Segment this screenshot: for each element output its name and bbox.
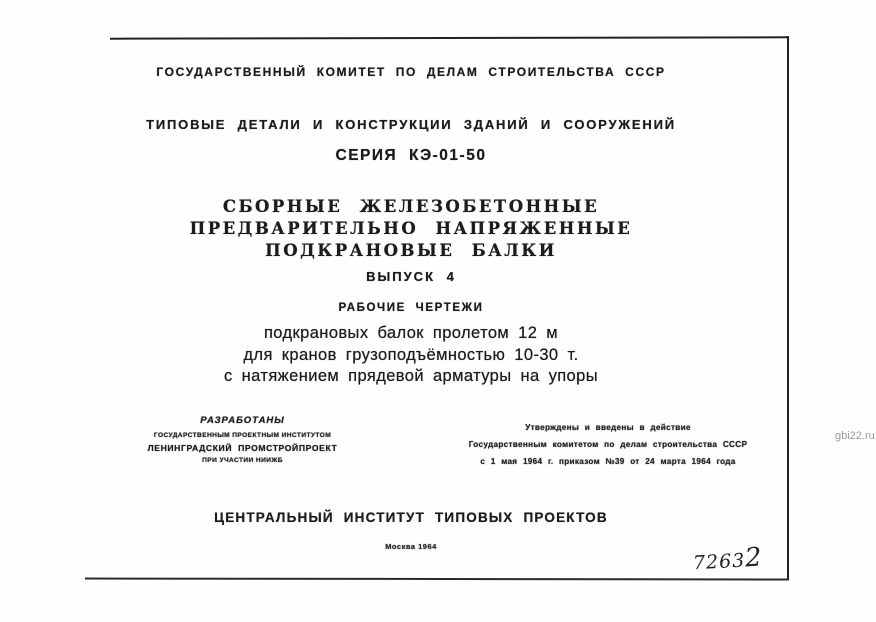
publisher-name: ЦЕНТРАЛЬНЫЙ ИНСТИТУТ ТИПОВЫХ ПРОЕКТОВ xyxy=(214,510,608,525)
approval-line-1: Утверждены и введены в действие xyxy=(525,423,691,432)
series-title: ТИПОВЫЕ ДЕТАЛИ И КОНСТРУКЦИИ ЗДАНИЙ И СООРУЖЕНИЙ xyxy=(146,117,676,132)
document-title-line-3: ПОДКРАНОВЫЕ БАЛКИ xyxy=(265,241,557,260)
approval-block xyxy=(448,419,768,470)
approval-line-3: с 1 мая 1964 г. приказом №39 от 24 марта 1964 года xyxy=(480,457,736,466)
imprint-city-year: Москва 1964 xyxy=(385,542,437,551)
document-title-line-2: ПРЕДВАРИТЕЛЬНО НАПРЯЖЕННЫЕ xyxy=(189,219,633,238)
approval-line-2: Государственным комитетом по делам строительства СССР xyxy=(468,440,748,449)
issue-number: ВЫПУСК 4 xyxy=(366,269,456,284)
handwritten-sheet-number: 2 xyxy=(743,542,763,574)
document-title xyxy=(0,196,822,262)
handwritten-document-number: 7263 xyxy=(692,549,746,575)
series-code: СЕРИЯ КЭ-01-50 xyxy=(335,147,487,164)
developed-by-participation: ПРИ УЧАСТИИ НИИЖБ xyxy=(202,457,283,464)
subtitle-line-2: для кранов грузоподъёмностью 10-30 т. xyxy=(243,345,579,364)
developed-by-organization: ЛЕНИНГРАДСКИЙ ПРОМСТРОЙПРОЕКТ xyxy=(147,443,338,453)
subtitle-description xyxy=(0,323,822,388)
developed-by-heading: РАЗРАБОТАНЫ xyxy=(200,415,285,426)
committee-header: ГОСУДАРСТВЕННЫЙ КОМИТЕТ ПО ДЕЛАМ СТРОИТЕЛЬСТВА СССР xyxy=(156,65,666,79)
developed-by-block xyxy=(115,415,370,468)
working-drawings-heading: РАБОЧИЕ ЧЕРТЕЖИ xyxy=(338,302,484,314)
subtitle-line-1: подкрановых балок пролетом 12 м xyxy=(263,324,559,342)
subtitle-line-3: с натяжением прядевой арматуры на упоры xyxy=(224,367,598,385)
developed-by-institute: ГОСУДАРСТВЕННЫМ ПРОЕКТНЫМ ИНСТИТУТОМ xyxy=(153,432,332,439)
page-border-bottom xyxy=(85,578,789,581)
document-title-line-1: СБОРНЫЕ ЖЕЛЕЗОБЕТОННЫЕ xyxy=(222,197,600,216)
site-watermark: gbi22.ru xyxy=(835,430,875,442)
page-border-top xyxy=(110,36,789,39)
